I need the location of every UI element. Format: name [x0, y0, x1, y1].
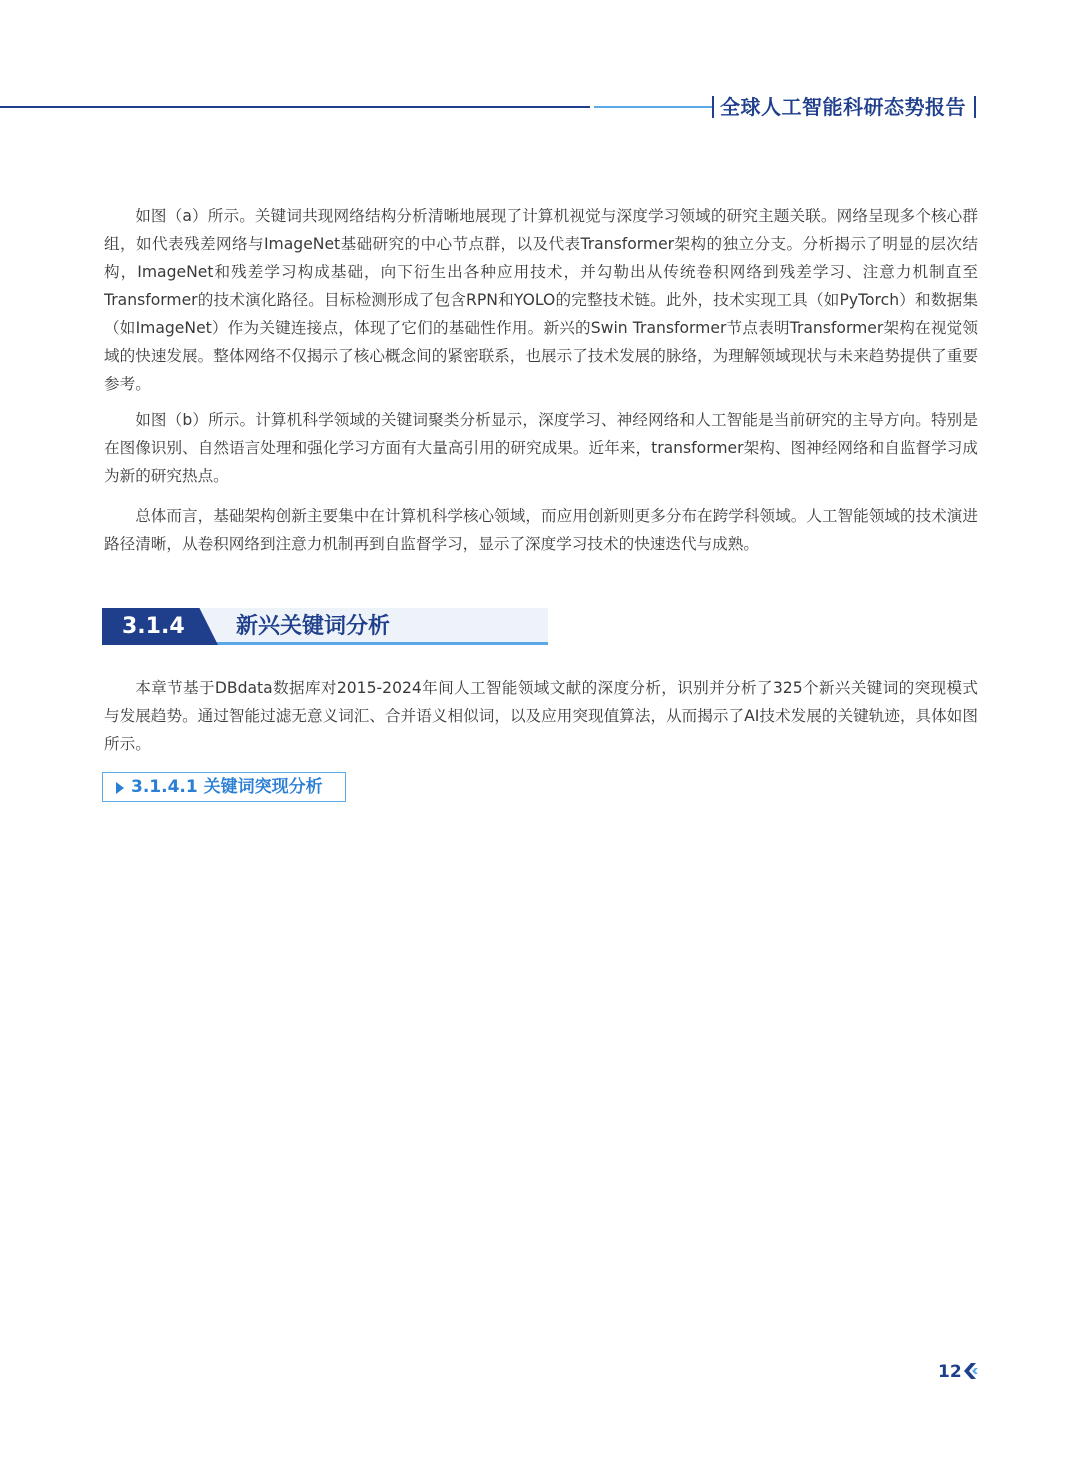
page-number: 12	[938, 1362, 962, 1382]
header-bar-left	[712, 96, 714, 118]
subsection-title: 3.1.4.1 关键词突现分析	[131, 777, 323, 797]
header-bar-right	[974, 96, 976, 118]
paragraph-figure-b: 如图（b）所示。计算机科学领域的关键词聚类分析显示，深度学习、神经网络和人工智能是当前研究的主导方向。特别是在图像识别、自然语言处理和强化学习方面有大量高引用的研究成果。近年来，transformer架构、图神经网络和自监督学习成为新的研究热点。	[104, 411, 978, 485]
section-number: 3.1.4	[122, 614, 185, 639]
paragraph-summary: 总体而言，基础架构创新主要集中在计算机科学核心领域，而应用创新则更多分布在跨学科领域。人工智能领域的技术演进路径清晰，从卷积网络到注意力机制再到自监督学习，显示了深度学习技术的快速迭代与成熟。	[104, 507, 978, 553]
section-heading	[102, 608, 548, 648]
subsection-heading	[102, 772, 346, 802]
report-title: 全球人工智能科研态势报告	[720, 95, 966, 119]
header-rule-light	[594, 106, 712, 108]
triangle-right-icon	[116, 782, 124, 794]
page-header	[0, 88, 1080, 128]
section-intro-paragraph: 本章节基于DBdata数据库对2015-2024年间人工智能领域文献的深度分析，识别并分析了325个新兴关键词的突现模式与发展趋势。通过智能过滤无意义词汇、合并语义相似词，以及应用突现值算法，从而揭示了AI技术发展的关键轨迹，具体如图所示。	[104, 679, 978, 753]
paragraph-figure-a: 如图（a）所示。关键词共现网络结构分析清晰地展现了计算机视觉与深度学习领域的研究主题关联。网络呈现多个核心群组，如代表残差网络与ImageNet基础研究的中心节点群，以及代表Transformer架构的独立分支。分析揭示了明显的层次结构，ImageNet和残差学习构成基础，向下衍生出各种应用技术，并勾勒出从传统卷积网络到残差学习、注意力机制直至Transformer的技术演化路径。目标检测形成了包含RPN和YOLO的完整技术链。此外，技术实现工具（如PyTorch）和数据集（如ImageNet）作为关键连接点，体现了它们的基础性作用。新兴的Swin Transformer节点表明Transformer架构在视觉领域的快速发展。整体网络不仅揭示了核心概念间的紧密联系，也展示了技术发展的脉络，为理解领域现状与未来趋势提供了重要参考。	[104, 207, 978, 393]
double-chevron-left-icon	[962, 1362, 978, 1380]
header-rule-dark	[0, 106, 590, 108]
section-title: 新兴关键词分析	[236, 614, 391, 639]
